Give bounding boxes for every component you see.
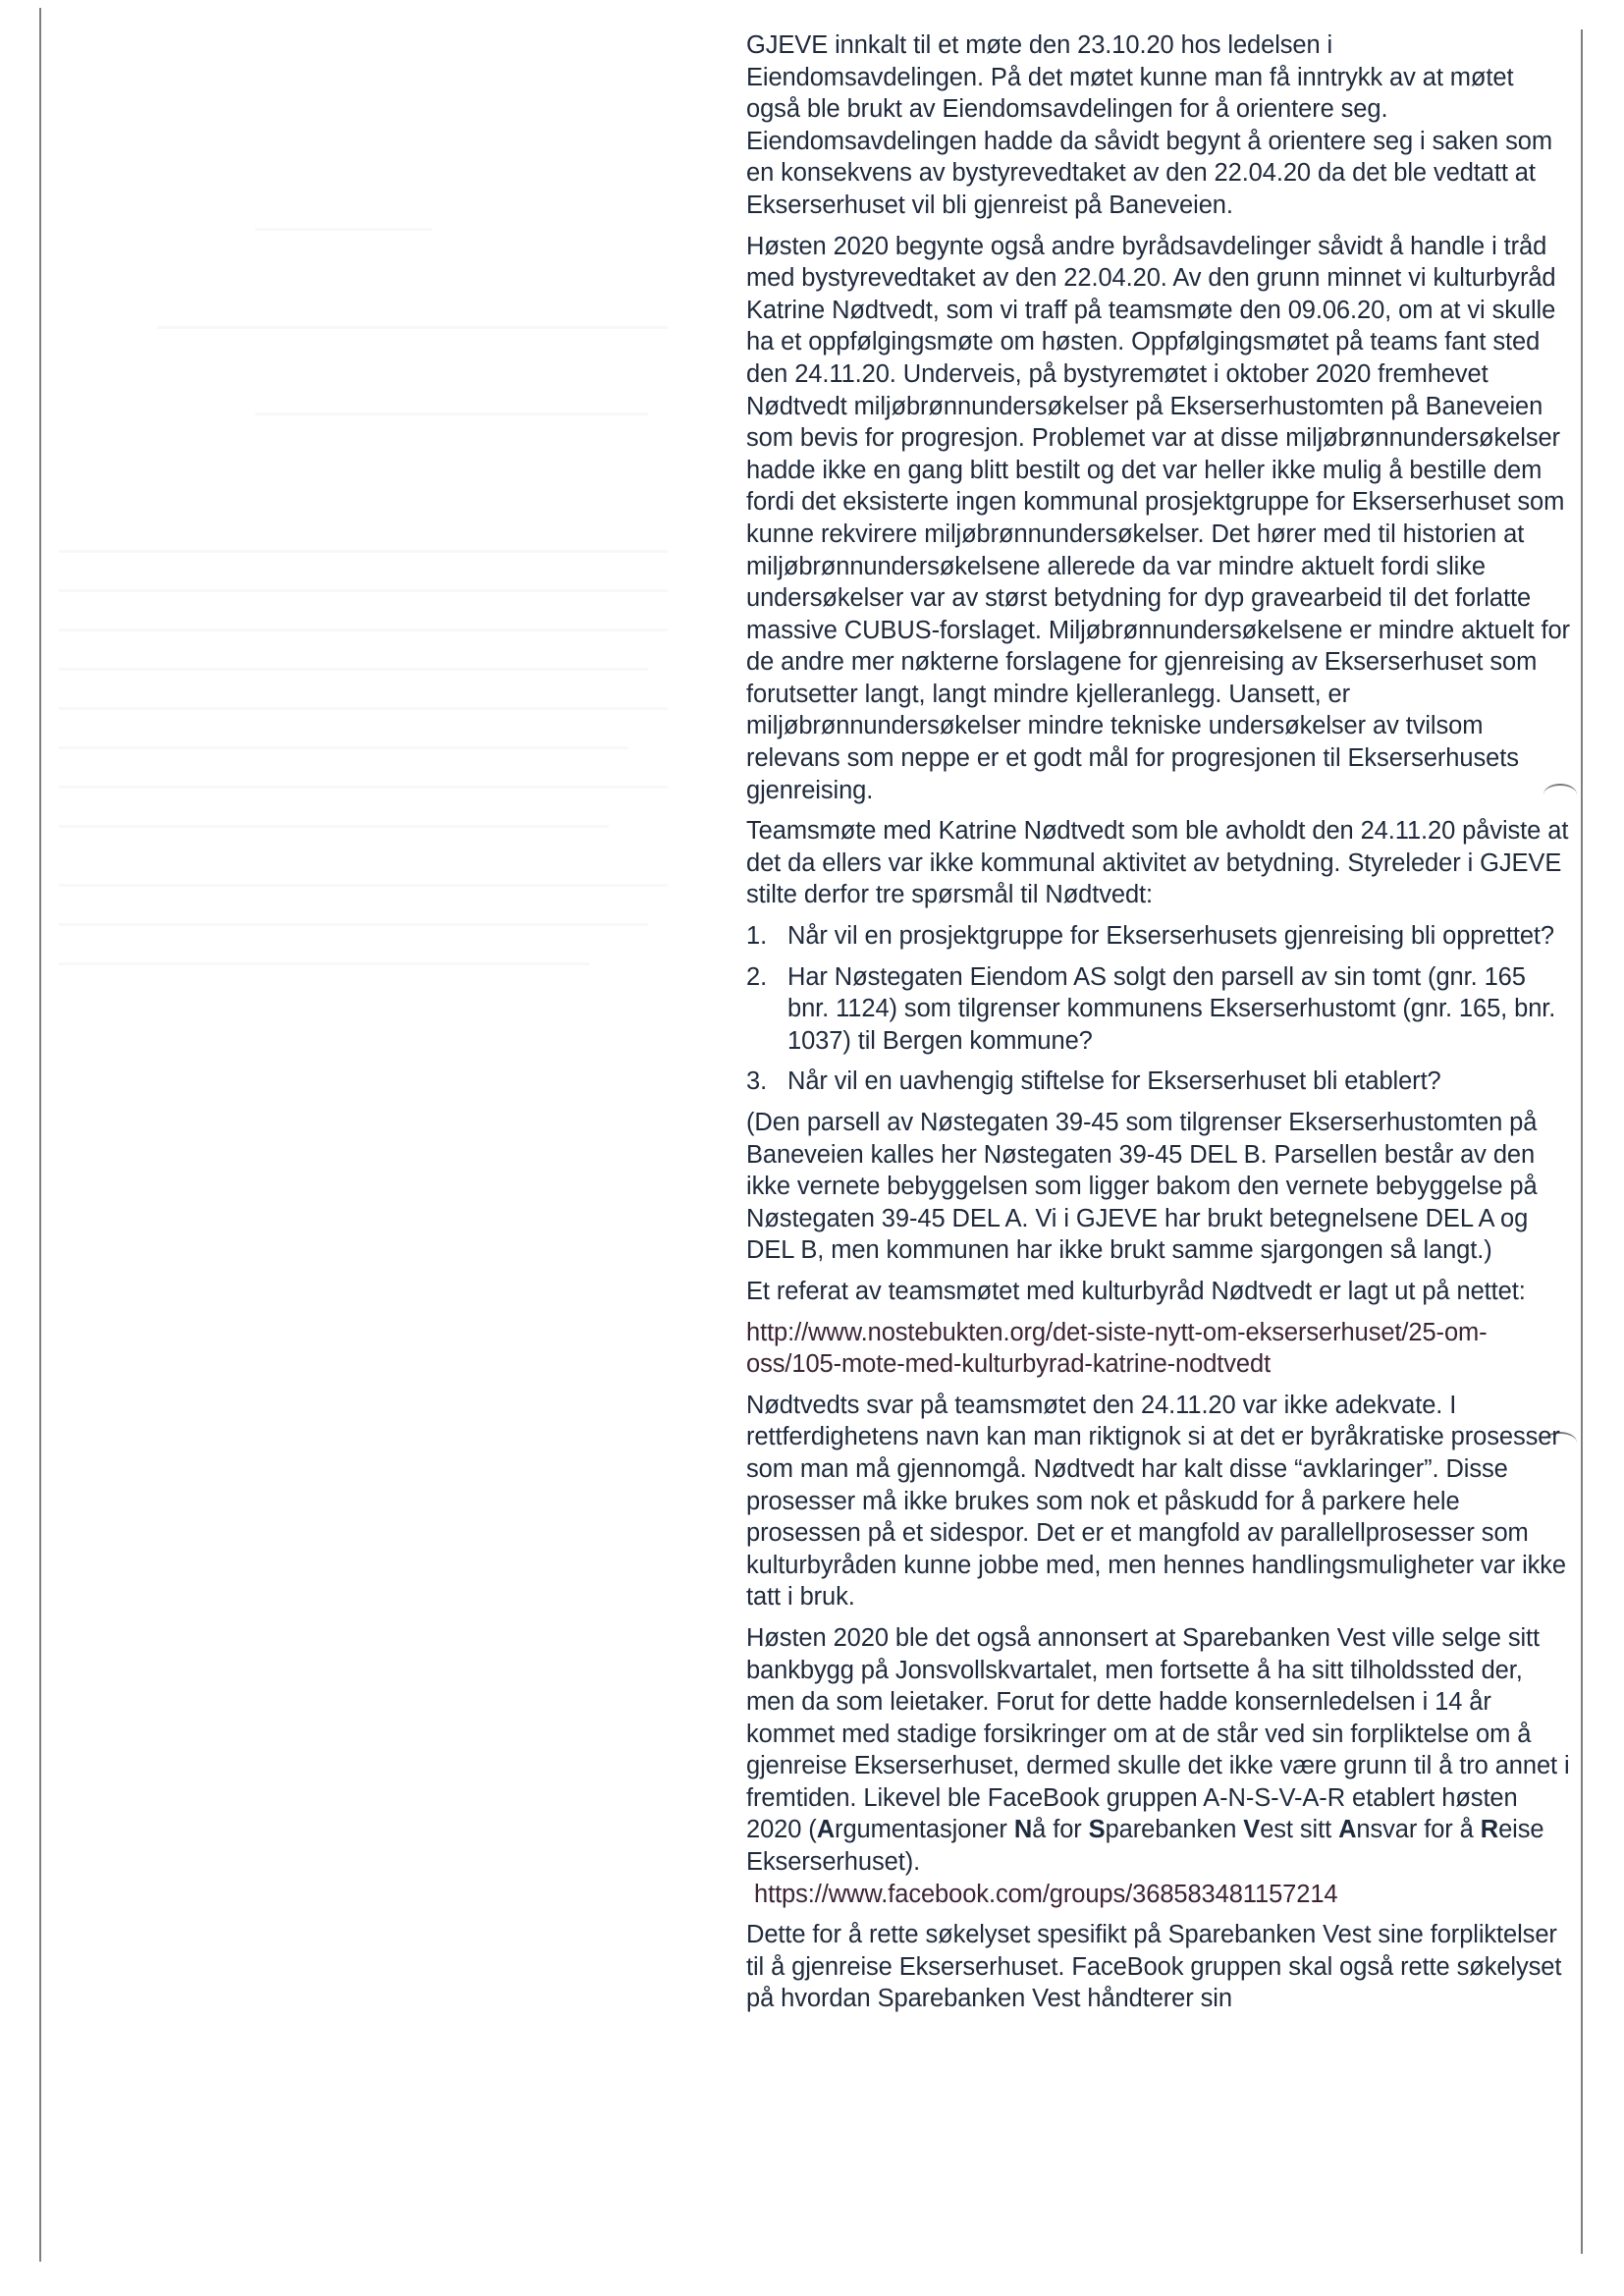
question-number: 3. <box>746 1067 768 1096</box>
question-text: Når vil en prosjektgruppe for Ekserserhusets gjenreising bli opprettet? <box>787 922 1554 951</box>
question-text: Har Nøstegaten Eiendom AS solgt den parsell av sin tomt (gnr. 165 bnr. 1124) som tilgrenser kommunens Ekserserhustomt (gnr. 165, bnr. 1037) til Bergen kommune? <box>787 962 1556 1055</box>
document-text-column <box>746 29 1571 2024</box>
referat-link[interactable]: http://www.nostebukten.org/det-siste-nytt-om-ekserserhuset/25-om-oss/105-mote-med-kulturbyrad-katrine-nodtvedt <box>746 1318 1488 1379</box>
question-text: Når vil en uavhengig stiftelse for Ekserserhuset bli etablert? <box>787 1067 1441 1096</box>
question-item <box>746 961 1571 1058</box>
paragraph-meeting-property-dept: GJEVE innkalt til et møte den 23.10.20 hos ledelsen i Eiendomsavdelingen. På det møtet kunne man få inntrykk av at møtet også ble brukt av Eiendomsavdelingen for å orientere seg. Eiendomsavdelingen hadde da såvidt begynt å orientere seg i saken som en konsekvens av bystyrevedtaket av den 22.04.20 da det ble vedtatt at Ekserserhuset vil bli gjenreist på Baneveien. <box>746 31 1552 219</box>
paragraph-nodtvedt-answers: Nødtvedts svar på teamsmøtet den 24.11.20 var ikke adekvate. I rettferdighetens navn kan man riktignok si at det er byråkratiske prosesser som man må gjennomgå. Nødtvedt har kalt disse “avklaringer”. Disse prosesser må ikke brukes som nok et påskudd for å parkere hele prosessen på et sidespor. Det er et mangfold av parallellprosesser som kulturbyråden kunne jobbe med, men hennes handlingsmuligheter var ikke tatt i bruk. <box>746 1391 1567 1612</box>
left-margin-rule <box>39 8 41 2262</box>
question-number: 1. <box>746 922 768 951</box>
paragraph-parcel-note: (Den parsell av Nøstegaten 39-45 som tilgrenser Ekserserhustomten på Baneveien kalles her Nøstegaten 39-45 DEL B. Parsellen består av den ikke vernete bebyggelsen som ligger bakom den vernete bebyggelse på Nøstegaten 39-45 DEL A. Vi i GJEVE har brukt betegnelsene DEL A og DEL B, men kommunen har ikke brukt samme sjargongen så langt.) <box>746 1109 1538 1265</box>
question-number: 2. <box>746 962 768 991</box>
show-through-left-column <box>59 0 687 2296</box>
question-list <box>746 920 1571 1098</box>
paragraph-sparebanken: Høsten 2020 ble det også annonsert at Sparebanken Vest ville selge sitt bankbygg på Jonsvollskvartalet, men fortsette å ha sitt tilholdssted der, men da som leietaker. Forut for dette hadde konsernledelsen i 14 år kommet med stadige forsikringer om at de står ved sin forpliktelse om å gjenreise Ekserserhuset, dermed skulle det ikke være grunn til å tro annet i fremtiden. Likevel ble FaceBook gruppen A-N-S-V-A-R etablert høsten 2020 (Argumentasjoner Nå for Sparebanken Vest sitt Ansvar for å Reise Ekserserhuset). https://www.facebook.com/groups/368583481157214 <box>746 1623 1570 1908</box>
acronym-expansion: Argumentasjoner Nå for Sparebanken Vest sitt Ansvar for å Reise Ekserserhuset <box>746 1816 1544 1877</box>
question-item <box>746 920 1571 953</box>
paragraph-sparebanken-text: Høsten 2020 ble det også annonsert at Sparebanken Vest ville selge sitt bankbygg på Jonsvollskvartalet, men fortsette å ha sitt tilholdssted der, men da som leietaker. Forut for dette hadde konsernledelsen i 14 år kommet med stadige forsikringer om at de står ved sin forpliktelse om å gjenreise Ekserserhuset, dermed skulle det ikke være grunn til å tro annet i fremtiden. Likevel ble FaceBook gruppen A-N-S-V-A-R etablert høsten 2020 ( <box>746 1623 1570 1844</box>
paragraph-autumn-2020: Høsten 2020 begynte også andre byrådsavdelinger såvidt å handle i tråd med bystyrevedtaket av den 22.04.20. Av den grunn minnet vi kulturbyråd Katrine Nødtvedt, som vi traff på teamsmøte den 09.06.20, om at vi skulle ha et oppfølgingsmøte om høsten. Oppfølgingsmøtet på teams fant sted den 24.11.20. Underveis, på bystyremøtet i oktober 2020 fremhevet Nødtvedt miljøbrønnundersøkelser på Ekserserhustomten på Baneveien som bevis for progresjon. Problemet var at disse miljøbrønnundersøkelser hadde ikke en gang blitt bestilt og det var heller ikke mulig å bestille dem fordi det eksisterte ingen kommunal prosjektgruppe for Ekserserhuset som kunne rekvirere miljøbrønnundersøkelser. Det hører med til historien at miljøbrønnundersøkelsene allerede da var mindre aktuelt fordi slike undersøkelser var av størst betydning for dyp gravearbeid til det forlatte massive CUBUS-forslaget. Miljøbrønnundersøkelsene er mindre aktuelt for de andre mer nøkterne forslagene for gjenreising av Ekserserhuset som forutsetter langt, langt mindre kjelleranlegg. Uansett, er miljøbrønnundersøkelser mindre tekniske undersøkelser av tvilsom relevans som neppe er et godt mål for progresjonen til Ekserserhusets gjenreising. <box>746 232 1570 804</box>
paragraph-teams-meeting: Teamsmøte med Katrine Nødtvedt som ble avholdt den 24.11.20 påviste at det da ellers var ikke kommunal aktivitet av betydning. Styreleder i GJEVE stilte derfor tre spørsmål til Nødtvedt: <box>746 817 1569 909</box>
right-margin-rule <box>1581 29 1583 2254</box>
question-item <box>746 1066 1571 1098</box>
paragraph-referat-intro: Et referat av teamsmøtet med kulturbyråd Nødtvedt er lagt ut på nettet: <box>746 1277 1526 1305</box>
facebook-link[interactable]: https://www.facebook.com/groups/368583481157214 <box>754 1880 1338 1908</box>
paragraph-focus: Dette for å rette søkelyset spesifikt på Sparebanken Vest sine forpliktelser til å gjenreise Ekserserhuset. FaceBook gruppen skal også rette søkelyset på hvordan Sparebanken Vest håndterer sin <box>746 1921 1562 2013</box>
